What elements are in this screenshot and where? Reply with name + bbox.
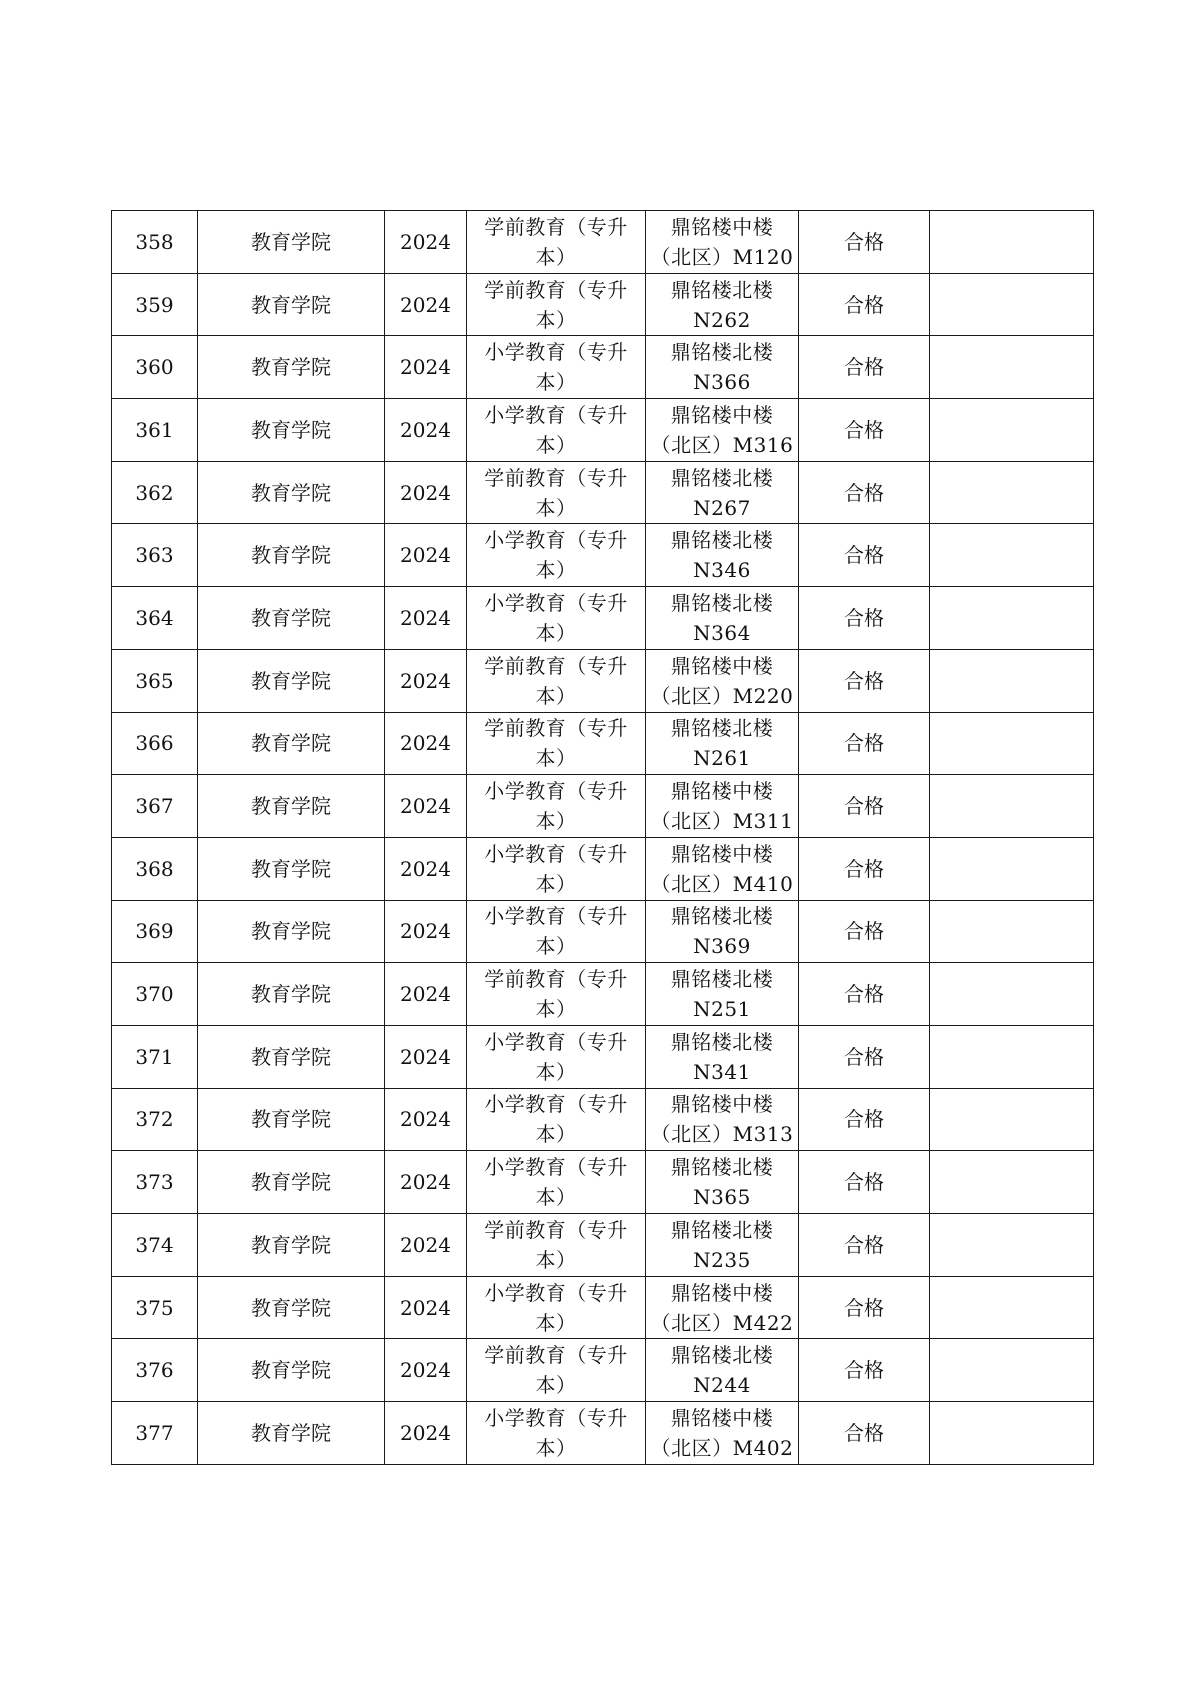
room-text-line: N364 (693, 620, 751, 645)
note-cell (930, 1214, 1094, 1277)
room-cell (646, 1402, 799, 1465)
table-row (112, 336, 1094, 399)
room-text-line: 鼎铭楼北楼 (670, 340, 774, 365)
college-cell: 教育学院 (198, 461, 385, 524)
college-cell: 教育学院 (198, 963, 385, 1026)
college-cell: 教育学院 (198, 775, 385, 838)
room-text-line: 鼎铭楼北楼 (670, 465, 774, 490)
note-cell (930, 399, 1094, 462)
year-cell: 2024 (385, 712, 467, 775)
room-text-line: 鼎铭楼北楼 (670, 1029, 774, 1054)
result-cell: 合格 (799, 273, 930, 336)
note-cell (930, 1151, 1094, 1214)
records-table-body (112, 211, 1094, 1465)
major-text-line: 本） (535, 620, 577, 645)
room-text-line: N262 (693, 307, 751, 332)
room-text-line: 鼎铭楼北楼 (670, 590, 774, 615)
result-cell: 合格 (799, 461, 930, 524)
result-cell: 合格 (799, 712, 930, 775)
major-cell (467, 1214, 646, 1277)
result-cell: 合格 (799, 1214, 930, 1277)
room-cell (646, 712, 799, 775)
major-text-line: 小学教育（专升 (484, 402, 628, 427)
room-text-line: 鼎铭楼中楼 (670, 779, 774, 804)
table-row (112, 1088, 1094, 1151)
college-cell: 教育学院 (198, 524, 385, 587)
major-text-line: 小学教育（专升 (484, 1405, 628, 1430)
major-text-line: 学前教育（专升 (484, 1343, 628, 1368)
room-text-line: N366 (693, 370, 751, 395)
room-text-line: 鼎铭楼中楼 (670, 1092, 774, 1117)
table-row (112, 775, 1094, 838)
major-text-line: 小学教育（专升 (484, 841, 628, 866)
college-cell: 教育学院 (198, 837, 385, 900)
row-number-cell: 370 (112, 963, 198, 1026)
year-cell: 2024 (385, 524, 467, 587)
major-cell (467, 1151, 646, 1214)
table-row (112, 837, 1094, 900)
table-row (112, 1214, 1094, 1277)
major-text-line: 本） (535, 1247, 577, 1272)
row-number-cell: 369 (112, 900, 198, 963)
result-cell: 合格 (799, 524, 930, 587)
note-cell (930, 1339, 1094, 1402)
room-cell (646, 461, 799, 524)
major-cell (467, 1402, 646, 1465)
room-text-line: （北区）M402 (650, 1435, 794, 1460)
room-cell (646, 649, 799, 712)
table-row (112, 649, 1094, 712)
room-text-line: 鼎铭楼北楼 (670, 277, 774, 302)
major-cell (467, 1339, 646, 1402)
major-cell (467, 524, 646, 587)
major-text-line: 本） (535, 683, 577, 708)
result-cell: 合格 (799, 649, 930, 712)
room-text-line: （北区）M220 (650, 683, 794, 708)
year-cell: 2024 (385, 900, 467, 963)
major-cell (467, 963, 646, 1026)
room-text-line: 鼎铭楼北楼 (670, 904, 774, 929)
major-cell (467, 461, 646, 524)
major-text-line: 学前教育（专升 (484, 653, 628, 678)
college-cell: 教育学院 (198, 399, 385, 462)
major-text-line: 本） (535, 370, 577, 395)
college-cell: 教育学院 (198, 1339, 385, 1402)
year-cell: 2024 (385, 837, 467, 900)
result-cell: 合格 (799, 1276, 930, 1339)
table-row (112, 461, 1094, 524)
room-cell (646, 524, 799, 587)
major-cell (467, 712, 646, 775)
room-cell (646, 1151, 799, 1214)
note-cell (930, 775, 1094, 838)
room-cell (646, 1025, 799, 1088)
major-cell (467, 273, 646, 336)
table-row (112, 1276, 1094, 1339)
room-text-line: 鼎铭楼中楼 (670, 1280, 774, 1305)
room-cell (646, 273, 799, 336)
note-cell (930, 712, 1094, 775)
college-cell: 教育学院 (198, 273, 385, 336)
major-cell (467, 649, 646, 712)
room-cell (646, 775, 799, 838)
note-cell (930, 461, 1094, 524)
year-cell: 2024 (385, 1025, 467, 1088)
room-text-line: N267 (693, 495, 751, 520)
college-cell: 教育学院 (198, 1151, 385, 1214)
major-cell (467, 1276, 646, 1339)
room-text-line: 鼎铭楼北楼 (670, 1155, 774, 1180)
major-cell (467, 837, 646, 900)
room-cell (646, 1339, 799, 1402)
major-text-line: 小学教育（专升 (484, 1029, 628, 1054)
major-cell (467, 587, 646, 650)
room-text-line: 鼎铭楼北楼 (670, 716, 774, 741)
row-number-cell: 365 (112, 649, 198, 712)
records-table (111, 210, 1094, 1465)
major-text-line: 学前教育（专升 (484, 967, 628, 992)
major-cell (467, 1025, 646, 1088)
college-cell: 教育学院 (198, 900, 385, 963)
major-text-line: 本） (535, 307, 577, 332)
row-number-cell: 361 (112, 399, 198, 462)
major-text-line: 小学教育（专升 (484, 528, 628, 553)
row-number-cell: 362 (112, 461, 198, 524)
college-cell: 教育学院 (198, 1025, 385, 1088)
college-cell: 教育学院 (198, 211, 385, 274)
note-cell (930, 587, 1094, 650)
room-text-line: 鼎铭楼北楼 (670, 528, 774, 553)
major-text-line: 小学教育（专升 (484, 340, 628, 365)
college-cell: 教育学院 (198, 649, 385, 712)
room-cell (646, 837, 799, 900)
room-text-line: N261 (693, 746, 751, 771)
room-cell (646, 963, 799, 1026)
college-cell: 教育学院 (198, 1088, 385, 1151)
note-cell (930, 963, 1094, 1026)
year-cell: 2024 (385, 1088, 467, 1151)
result-cell: 合格 (799, 211, 930, 274)
table-row (112, 399, 1094, 462)
result-cell: 合格 (799, 587, 930, 650)
room-text-line: N369 (693, 934, 751, 959)
table-row (112, 1402, 1094, 1465)
result-cell: 合格 (799, 1402, 930, 1465)
major-text-line: 本） (535, 871, 577, 896)
year-cell: 2024 (385, 775, 467, 838)
room-cell (646, 1088, 799, 1151)
room-cell (646, 336, 799, 399)
row-number-cell: 360 (112, 336, 198, 399)
room-text-line: N235 (693, 1247, 751, 1272)
year-cell: 2024 (385, 1402, 467, 1465)
note-cell (930, 1402, 1094, 1465)
row-number-cell: 374 (112, 1214, 198, 1277)
major-text-line: 小学教育（专升 (484, 1155, 628, 1180)
major-text-line: 本） (535, 746, 577, 771)
major-text-line: 本） (535, 1373, 577, 1398)
room-text-line: 鼎铭楼中楼 (670, 841, 774, 866)
row-number-cell: 375 (112, 1276, 198, 1339)
major-text-line: 本） (535, 244, 577, 269)
row-number-cell: 358 (112, 211, 198, 274)
room-text-line: N365 (693, 1185, 751, 1210)
college-cell: 教育学院 (198, 1402, 385, 1465)
room-cell (646, 587, 799, 650)
year-cell: 2024 (385, 963, 467, 1026)
major-text-line: 小学教育（专升 (484, 904, 628, 929)
room-text-line: 鼎铭楼中楼 (670, 1405, 774, 1430)
result-cell: 合格 (799, 1088, 930, 1151)
row-number-cell: 377 (112, 1402, 198, 1465)
result-cell: 合格 (799, 900, 930, 963)
room-text-line: N341 (693, 1059, 751, 1084)
room-text-line: N244 (693, 1373, 751, 1398)
row-number-cell: 363 (112, 524, 198, 587)
note-cell (930, 211, 1094, 274)
major-text-line: 本） (535, 997, 577, 1022)
major-cell (467, 211, 646, 274)
room-text-line: （北区）M316 (650, 432, 794, 457)
major-text-line: 本） (535, 495, 577, 520)
table-row (112, 273, 1094, 336)
year-cell: 2024 (385, 336, 467, 399)
major-text-line: 小学教育（专升 (484, 779, 628, 804)
row-number-cell: 376 (112, 1339, 198, 1402)
room-text-line: 鼎铭楼中楼 (670, 402, 774, 427)
result-cell: 合格 (799, 399, 930, 462)
major-text-line: 学前教育（专升 (484, 465, 628, 490)
major-cell (467, 399, 646, 462)
major-text-line: 本） (535, 809, 577, 834)
college-cell: 教育学院 (198, 1276, 385, 1339)
major-cell (467, 1088, 646, 1151)
note-cell (930, 649, 1094, 712)
room-text-line: N346 (693, 558, 751, 583)
major-text-line: 学前教育（专升 (484, 277, 628, 302)
note-cell (930, 336, 1094, 399)
note-cell (930, 524, 1094, 587)
room-text-line: 鼎铭楼北楼 (670, 1343, 774, 1368)
table-row (112, 963, 1094, 1026)
table-row (112, 1025, 1094, 1088)
note-cell (930, 273, 1094, 336)
room-text-line: （北区）M311 (650, 809, 794, 834)
row-number-cell: 371 (112, 1025, 198, 1088)
year-cell: 2024 (385, 399, 467, 462)
year-cell: 2024 (385, 1339, 467, 1402)
year-cell: 2024 (385, 211, 467, 274)
major-text-line: 本） (535, 1310, 577, 1335)
room-text-line: 鼎铭楼中楼 (670, 214, 774, 239)
year-cell: 2024 (385, 587, 467, 650)
table-row (112, 1151, 1094, 1214)
college-cell: 教育学院 (198, 587, 385, 650)
table-row (112, 587, 1094, 650)
room-text-line: 鼎铭楼中楼 (670, 653, 774, 678)
table-row (112, 524, 1094, 587)
result-cell: 合格 (799, 1339, 930, 1402)
major-text-line: 本） (535, 1059, 577, 1084)
note-cell (930, 1088, 1094, 1151)
major-text-line: 小学教育（专升 (484, 1280, 628, 1305)
major-cell (467, 336, 646, 399)
major-text-line: 本） (535, 558, 577, 583)
note-cell (930, 837, 1094, 900)
room-text-line: （北区）M313 (650, 1122, 794, 1147)
result-cell: 合格 (799, 336, 930, 399)
row-number-cell: 367 (112, 775, 198, 838)
room-cell (646, 1214, 799, 1277)
year-cell: 2024 (385, 461, 467, 524)
major-text-line: 本） (535, 934, 577, 959)
result-cell: 合格 (799, 1025, 930, 1088)
room-text-line: 鼎铭楼北楼 (670, 1217, 774, 1242)
note-cell (930, 1025, 1094, 1088)
major-text-line: 本） (535, 1185, 577, 1210)
room-cell (646, 211, 799, 274)
year-cell: 2024 (385, 1276, 467, 1339)
room-cell (646, 399, 799, 462)
room-cell (646, 1276, 799, 1339)
note-cell (930, 1276, 1094, 1339)
table-row (112, 900, 1094, 963)
row-number-cell: 364 (112, 587, 198, 650)
college-cell: 教育学院 (198, 712, 385, 775)
table-row (112, 712, 1094, 775)
major-cell (467, 900, 646, 963)
row-number-cell: 373 (112, 1151, 198, 1214)
major-text-line: 本） (535, 1435, 577, 1460)
year-cell: 2024 (385, 649, 467, 712)
result-cell: 合格 (799, 837, 930, 900)
major-text-line: 学前教育（专升 (484, 214, 628, 239)
year-cell: 2024 (385, 1151, 467, 1214)
room-text-line: （北区）M120 (650, 244, 794, 269)
table-row (112, 1339, 1094, 1402)
major-text-line: 学前教育（专升 (484, 716, 628, 741)
row-number-cell: 366 (112, 712, 198, 775)
result-cell: 合格 (799, 963, 930, 1026)
result-cell: 合格 (799, 775, 930, 838)
room-cell (646, 900, 799, 963)
major-text-line: 本） (535, 1122, 577, 1147)
room-text-line: （北区）M422 (650, 1310, 794, 1335)
room-text-line: 鼎铭楼北楼 (670, 967, 774, 992)
year-cell: 2024 (385, 1214, 467, 1277)
major-text-line: 小学教育（专升 (484, 590, 628, 615)
major-text-line: 小学教育（专升 (484, 1092, 628, 1117)
row-number-cell: 368 (112, 837, 198, 900)
college-cell: 教育学院 (198, 1214, 385, 1277)
major-cell (467, 775, 646, 838)
room-text-line: （北区）M410 (650, 871, 794, 896)
major-text-line: 学前教育（专升 (484, 1217, 628, 1242)
major-text-line: 本） (535, 432, 577, 457)
row-number-cell: 372 (112, 1088, 198, 1151)
note-cell (930, 900, 1094, 963)
year-cell: 2024 (385, 273, 467, 336)
table-row (112, 211, 1094, 274)
result-cell: 合格 (799, 1151, 930, 1214)
college-cell: 教育学院 (198, 336, 385, 399)
room-text-line: N251 (693, 997, 751, 1022)
row-number-cell: 359 (112, 273, 198, 336)
